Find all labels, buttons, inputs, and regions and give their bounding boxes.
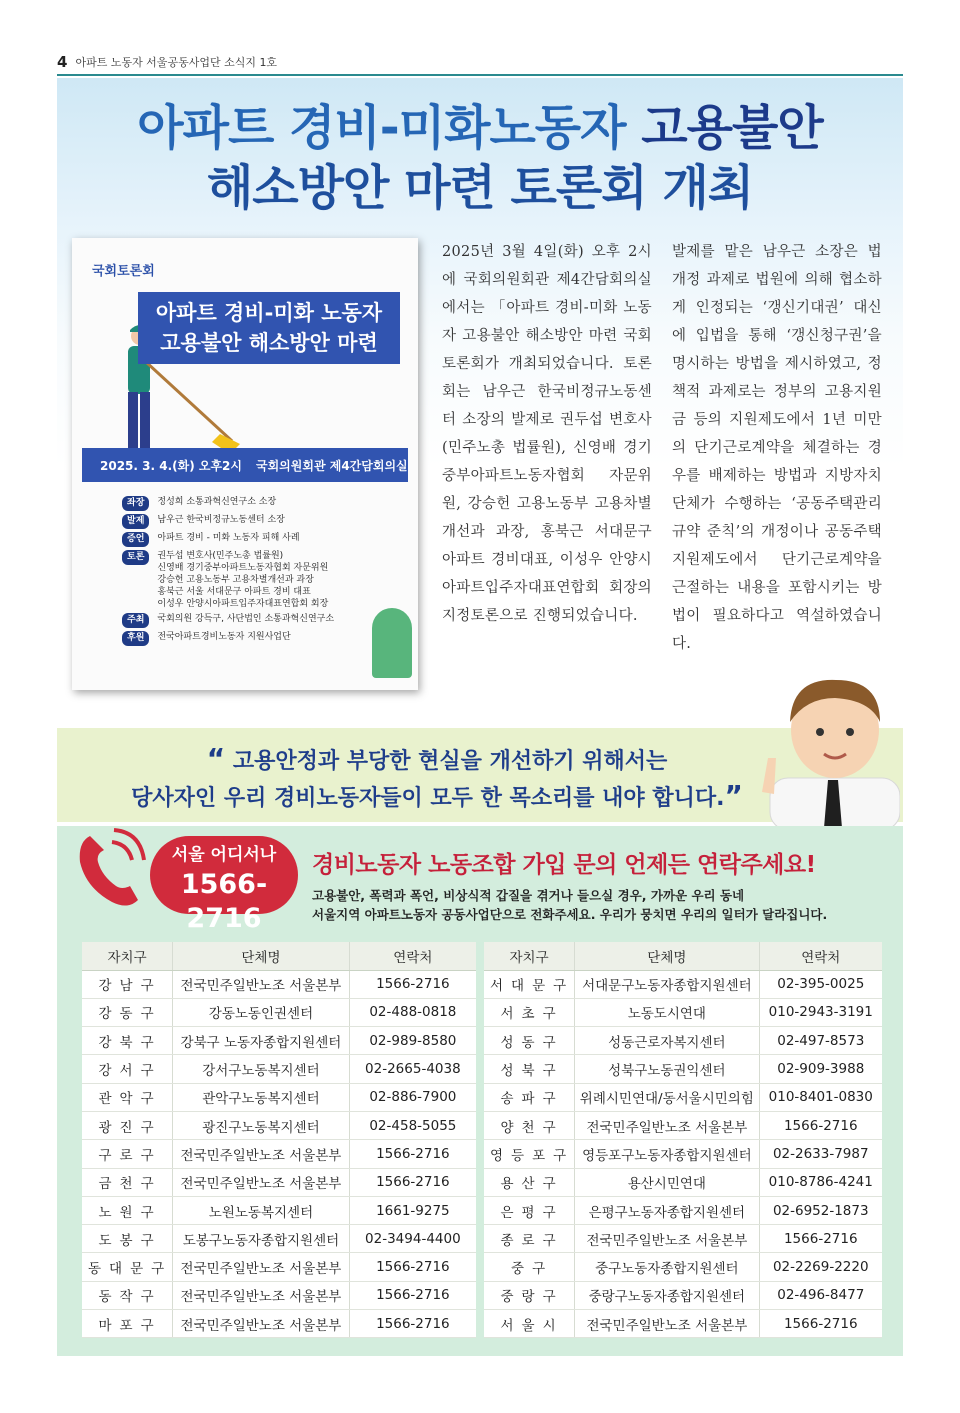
column-header: 자치구	[82, 942, 173, 970]
quote-open-mark: “	[206, 742, 226, 775]
organization-cell: 중구노동자종합지원센터	[575, 1253, 759, 1281]
district-cell: 서초구	[484, 998, 575, 1026]
headline-line-2: 해소방안 마련 토론회 개최	[206, 160, 754, 216]
organization-cell: 전국민주일반노조 서울본부	[173, 970, 350, 998]
column-header: 연락처	[349, 942, 476, 970]
organization-cell: 전국민주일반노조 서울본부	[173, 1310, 350, 1338]
phone-cell: 02-2665-4038	[349, 1055, 476, 1083]
district-cell: 성동구	[484, 1027, 575, 1055]
poster-row-text: 권두섭 변호사(민주노총 법률원) 신영배 경기중부아파트노동자협회 자문위원 강승헌 고용노동부 고용차별개선과 과장 홍북근 서울 서대문구 아파트 경비 대표 이성우 안양시아파트입주자대표연합회 회장	[157, 551, 329, 609]
phone-cell: 1566-2716	[349, 970, 476, 998]
table-row	[484, 1196, 882, 1224]
district-cell: 강동구	[82, 998, 173, 1026]
table-row	[82, 1196, 476, 1224]
page-number: 4	[57, 53, 68, 71]
table-row	[82, 970, 476, 998]
table-row	[82, 1140, 476, 1168]
poster-row-text: 정성희 소통과혁신연구소 소장	[157, 497, 277, 507]
phone-cell: 02-989-8580	[349, 1027, 476, 1055]
organization-cell: 성북구노동권익센터	[575, 1055, 759, 1083]
poster-venue: 국회의원회관 제4간담회의실	[256, 458, 408, 473]
table-row	[484, 1055, 882, 1083]
poster-row-text: 전국아파트경비노동자 지원사업단	[157, 632, 291, 642]
poster-headline	[138, 292, 400, 364]
table-row	[82, 998, 476, 1026]
phone-cell: 1566-2716	[349, 1310, 476, 1338]
organization-cell: 은평구노동자종합지원센터	[575, 1196, 759, 1224]
column-header: 자치구	[484, 942, 575, 970]
poster-date-band	[82, 448, 408, 482]
phone-icon	[72, 822, 154, 912]
man-character-icon	[740, 660, 900, 830]
table-row	[484, 1111, 882, 1139]
organization-cell: 전국민주일반노조 서울본부	[575, 1111, 759, 1139]
phone-cell: 1566-2716	[759, 1111, 882, 1139]
table-row	[484, 970, 882, 998]
table-row	[484, 1253, 882, 1281]
poster-row-badge: 증언	[122, 532, 149, 547]
contact-desc-line-2: 서울지역 아파트노동자 공동사업단으로 전화주세요. 우리가 뭉치면 우리의 일터가 달라집니다.	[312, 907, 828, 922]
poster-row-badge: 주최	[122, 613, 149, 628]
contact-desc-line-1: 고용불안, 폭력과 폭언, 비상식적 갑질을 겪거나 들으실 경우, 가까운 우리 동네	[312, 888, 745, 903]
plant-decoration-icon	[372, 608, 412, 678]
organization-cell: 전국민주일반노조 서울본부	[173, 1253, 350, 1281]
organization-cell: 서대문구노동자종합지원센터	[575, 970, 759, 998]
organization-cell: 용산시민연대	[575, 1168, 759, 1196]
contact-title: 경비노동자 노동조합 가입 문의 언제든 연락주세요!	[312, 852, 816, 878]
phone-cell: 1566-2716	[349, 1281, 476, 1309]
district-cell: 동대문구	[82, 1253, 173, 1281]
organization-cell: 관악구노동복지센터	[173, 1083, 350, 1111]
phone-cell: 02-497-8573	[759, 1027, 882, 1055]
district-cell: 영등포구	[484, 1140, 575, 1168]
event-poster	[72, 238, 418, 690]
district-cell: 금천구	[82, 1168, 173, 1196]
table-row	[82, 1168, 476, 1196]
organization-cell: 노원노동복지센터	[173, 1196, 350, 1224]
hotline-number: 1566-2716	[180, 869, 268, 934]
table-row	[484, 1168, 882, 1196]
hotline-caption: 서울 어디서나	[171, 845, 277, 865]
organization-cell: 전국민주일반노조 서울본부	[575, 1225, 759, 1253]
poster-row-text: 아파트 경비 - 미화 노동자 피해 사례	[157, 533, 300, 543]
quote-line-1: 고용안정과 부당한 현실을 개선하기 위해서는	[232, 749, 668, 774]
pull-quote	[117, 742, 757, 816]
district-cell: 관악구	[82, 1083, 173, 1111]
district-cell: 강북구	[82, 1027, 173, 1055]
table-row	[82, 1111, 476, 1139]
district-cell: 양천구	[484, 1111, 575, 1139]
district-cell: 마포구	[82, 1310, 173, 1338]
district-cell: 중구	[484, 1253, 575, 1281]
contact-description	[312, 886, 827, 924]
poster-row-badge: 발제	[122, 514, 149, 529]
publication-name: 아파트 노동자 서울공동사업단 소식지 1호	[75, 56, 278, 69]
quote-line-2: 당사자인 우리 경비노동자들이 모두 한 목소리를 내야 합니다.	[131, 786, 725, 811]
poster-row	[122, 496, 412, 511]
district-cell: 강서구	[82, 1055, 173, 1083]
organization-cell: 전국민주일반노조 서울본부	[173, 1281, 350, 1309]
phone-cell: 010-8786-4241	[759, 1168, 882, 1196]
left-table-body	[82, 970, 476, 1338]
district-cell: 중랑구	[484, 1281, 575, 1309]
organization-cell: 성동근로자복지센터	[575, 1027, 759, 1055]
right-table-body	[484, 970, 882, 1338]
phone-cell: 02-886-7900	[349, 1083, 476, 1111]
district-cell: 성북구	[484, 1055, 575, 1083]
district-cell: 도봉구	[82, 1225, 173, 1253]
poster-program	[122, 496, 412, 649]
headline-part-1: 아파트 경비-미화노동자	[137, 100, 626, 156]
phone-cell: 02-909-3988	[759, 1055, 882, 1083]
organization-cell: 광진구노동복지센터	[173, 1111, 350, 1139]
table-row	[82, 1083, 476, 1111]
phone-cell: 02-488-0818	[349, 998, 476, 1026]
poster-tag: 국회토론회	[92, 264, 155, 279]
table-row	[484, 1310, 882, 1338]
organization-cell: 전국민주일반노조 서울본부	[173, 1140, 350, 1168]
phone-cell: 010-2943-3191	[759, 998, 882, 1026]
district-cell: 서울시	[484, 1310, 575, 1338]
article-column-1: 2025년 3월 4일(화) 오후 2시에 국회의원회관 제4간담회의실에서는 「아파트 경비-미화 노동자 고용불안 해소방안 마련 국회 토론회가 개최되었습니다. 토론회는 남우근 한국비정규노동센터 소장의 발제로 권두섭 변호사(민주노총 법률원), 신영배 경기중부아파트노동자협회 자문위원, 강승헌 고용노동부 고용차별개선과 과장, 홍북근 서대문구 아파트 경비대표, 이성우 안양시아파트입주자대표연합회 회장의 지정토론으로 진행되었습니다.	[442, 244, 652, 624]
phone-cell: 02-3494-4400	[349, 1225, 476, 1253]
organization-cell: 위례시민연대/동서울시민의힘	[575, 1083, 759, 1111]
table-header-row	[82, 942, 476, 970]
district-cell: 동작구	[82, 1281, 173, 1309]
table-row	[484, 1027, 882, 1055]
poster-headline-line-1: 아파트 경비-미화 노동자	[155, 301, 383, 325]
table-row	[484, 1083, 882, 1111]
column-header: 연락처	[759, 942, 882, 970]
district-cell: 강남구	[82, 970, 173, 998]
headline-part-2: 고용불안	[641, 100, 823, 156]
quote-close-mark: ”	[724, 779, 743, 812]
organization-cell: 전국민주일반노조 서울본부	[173, 1168, 350, 1196]
hotline-bubble	[150, 836, 298, 934]
phone-cell: 02-2633-7987	[759, 1140, 882, 1168]
table-row	[82, 1281, 476, 1309]
organization-cell: 강북구 노동자종합지원센터	[173, 1027, 350, 1055]
column-header: 단체명	[575, 942, 759, 970]
poster-date: 2025. 3. 4.(화) 오후2시	[100, 458, 242, 473]
organization-cell: 노동도시연대	[575, 998, 759, 1026]
poster-row-text: 남우근 한국비정규노동센터 소장	[157, 515, 285, 525]
district-cell: 광진구	[82, 1111, 173, 1139]
table-row	[82, 1225, 476, 1253]
directory-table-left	[82, 942, 476, 1338]
table-header-row	[484, 942, 882, 970]
phone-cell: 1566-2716	[759, 1225, 882, 1253]
phone-cell: 02-2269-2220	[759, 1253, 882, 1281]
table-row	[82, 1027, 476, 1055]
poster-row	[122, 514, 412, 529]
phone-cell: 1661-9275	[349, 1196, 476, 1224]
poster-row	[122, 550, 412, 610]
phone-cell: 1566-2716	[349, 1253, 476, 1281]
phone-cell: 02-496-8477	[759, 1281, 882, 1309]
organization-cell: 강서구노동복지센터	[173, 1055, 350, 1083]
poster-headline-line-2: 고용불안 해소방안 마련	[160, 331, 378, 355]
district-cell: 용산구	[484, 1168, 575, 1196]
district-cell: 은평구	[484, 1196, 575, 1224]
phone-cell: 010-8401-0830	[759, 1083, 882, 1111]
table-row	[484, 1225, 882, 1253]
table-row	[484, 998, 882, 1026]
phone-cell: 02-6952-1873	[759, 1196, 882, 1224]
table-row	[484, 1281, 882, 1309]
poster-row-text: 국회의원 강득구, 사단법인 소통과혁신연구소	[157, 614, 335, 624]
directory-table-right	[484, 942, 882, 1338]
district-cell: 송파구	[484, 1083, 575, 1111]
organization-cell: 도봉구노동자종합지원센터	[173, 1225, 350, 1253]
organization-cell: 중랑구노동자종합지원센터	[575, 1281, 759, 1309]
district-cell: 노원구	[82, 1196, 173, 1224]
poster-row-badge: 토론	[122, 550, 149, 565]
poster-row	[122, 631, 412, 646]
organization-cell: 강동노동인권센터	[173, 998, 350, 1026]
column-header: 단체명	[173, 942, 350, 970]
article-headline	[57, 98, 903, 218]
phone-cell: 02-395-0025	[759, 970, 882, 998]
page-header	[57, 50, 903, 76]
article-column-2: 발제를 맡은 남우근 소장은 법 개정 과제로 법원에 의해 협소하게 인정되는 ‘갱신기대권’ 대신에 입법을 통해 ‘갱신청구권’을 명시하는 방법을 제시하였고, 정책적 과제로는 정부의 고용지원금 등의 지원제도에서 1년 미만의 단기근로계약을 체결하는 경우를 배제하는 방법과 지방자치단체가 수행하는 ‘공동주택관리규약 준칙’의 개정이나 공동주택 지원제도에서 단기근로계약을 근절하는 내용을 포함시키는 방법이 필요하다고 역설하였습니다.	[672, 244, 882, 652]
phone-cell: 1566-2716	[349, 1140, 476, 1168]
poster-row-badge: 후원	[122, 631, 149, 646]
phone-cell: 02-458-5055	[349, 1111, 476, 1139]
table-row	[82, 1055, 476, 1083]
organization-cell: 영등포구노동자종합지원센터	[575, 1140, 759, 1168]
table-row	[484, 1140, 882, 1168]
poster-row	[122, 613, 412, 628]
poster-row	[122, 532, 412, 547]
organization-cell: 전국민주일반노조 서울본부	[575, 1310, 759, 1338]
district-cell: 종로구	[484, 1225, 575, 1253]
district-cell: 서대문구	[484, 970, 575, 998]
phone-cell: 1566-2716	[349, 1168, 476, 1196]
district-cell: 구로구	[82, 1140, 173, 1168]
phone-cell: 1566-2716	[759, 1310, 882, 1338]
table-row	[82, 1253, 476, 1281]
poster-row-badge: 좌장	[122, 496, 149, 511]
table-row	[82, 1310, 476, 1338]
